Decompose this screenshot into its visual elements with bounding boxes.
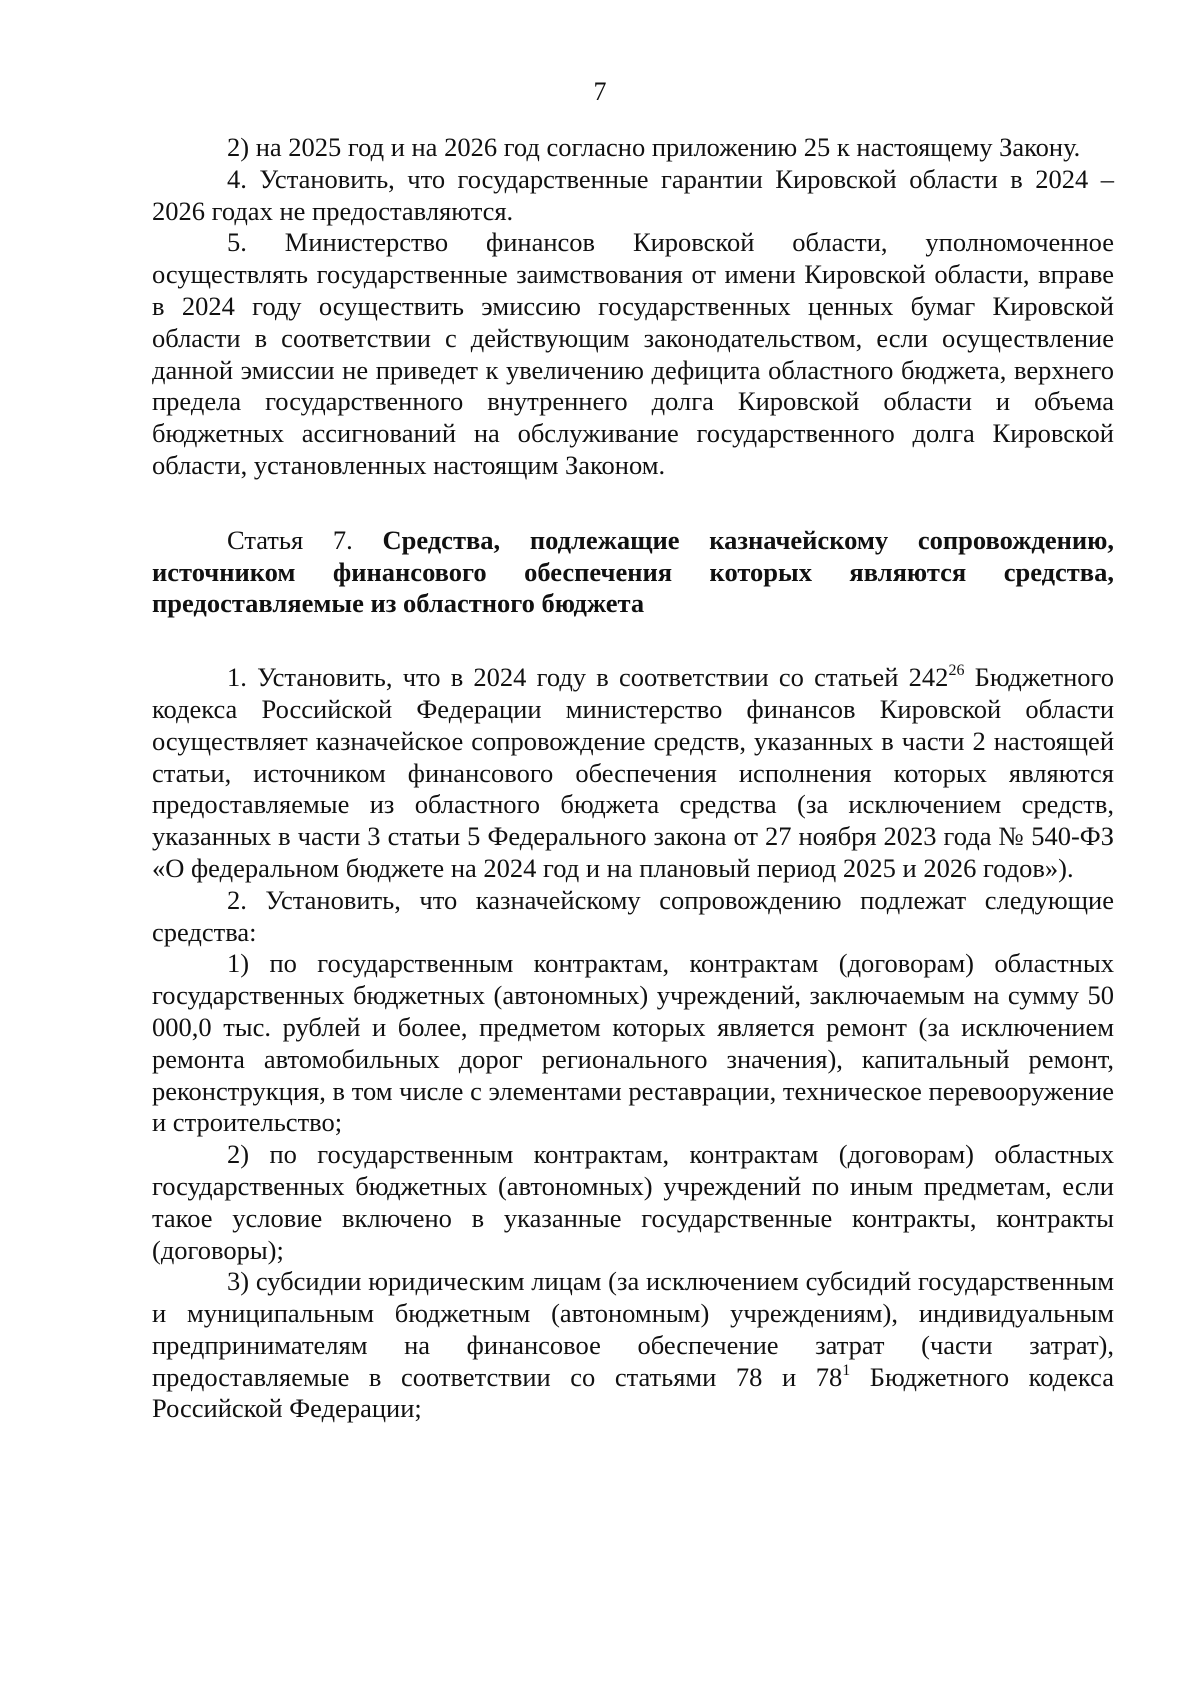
paragraph-securities-issue: 5. Министерство финансов Кировской области, уполномоченное осуществлять государственные заимствования от имени Кировской области, вправе в 2024 году осуществить эмиссию государственных ценных бумаг Кировской области в соответствии с действующим законодательством, если осуществление данной эмиссии не приведет к увеличению дефицита областного бюджета, верхнего предела государственного внутреннего долга Кировской области и объема бюджетных ассигнований на обслуживание государственного долга Кировской области, установленных настоящим Законом. xyxy=(152,227,1114,480)
page-number: 7 xyxy=(593,77,607,106)
article-label: Статья 7. xyxy=(227,524,353,555)
article-heading xyxy=(152,525,1114,620)
paragraph-subclause-3 xyxy=(152,1266,1114,1425)
paragraph-clause-2: 2. Установить, что казначейскому сопровождению подлежат следующие средства: xyxy=(152,884,1114,947)
subclause-3-text-start: 3) субсидии юридическим лицам (за исключением субсидий государственным и муниципальным бюджетным (автономным) учреждениям), индивидуальным предпринимателям на финансовое обеспечение затрат (части затрат), предоставляемые в соответствии со статьями 78 и 78 xyxy=(152,1266,1114,1392)
subclause-3-text-end: Бюджетного кодекса Российской Федерации; xyxy=(152,1361,1114,1424)
paragraph-annex-25: 2) на 2025 год и на 2026 год согласно приложению 25 к настоящему Закону. xyxy=(227,132,1081,162)
subclause-3-superscript: 1 xyxy=(842,1361,851,1379)
clause-1-text-end: Бюджетного кодекса Российской Федерации министерство финансов Кировской области осуществляет казначейское сопровождение средств, указанных в части 2 настоящей статьи, источником финансового обеспечения исполнения которых являются предоставляемые из областного бюджета средства (за исключением средств, указанных в части 3 статьи 5 Федерального закона от 27 ноября 2023 года № 540-ФЗ «О федеральном бюджете на 2024 год и на плановый период 2025 и 2026 годов»). xyxy=(152,662,1114,883)
document-body xyxy=(152,132,1114,1425)
paragraph-guarantees: 4. Установить, что государственные гарантии Кировской области в 2024 – 2026 годах не предоставляются. xyxy=(152,163,1114,226)
article-title: Средства, подлежащие казначейскому сопровождению, источником финансового обеспечения которых являются средства, предоставляемые из областного бюджета xyxy=(152,524,1114,619)
clause-1-text-start: 1. Установить, что в 2024 году в соответствии со статьей 242 xyxy=(227,662,949,693)
clause-1-superscript: 26 xyxy=(948,662,965,680)
paragraph-subclause-1: 1) по государственным контрактам, контрактам (договорам) областных государственных бюджетных (автономных) учреждений, заключаемым на сумму 50 000,0 тыс. рублей и более, предметом которых является ремонт (за исключением ремонта автомобильных дорог регионального значения), капитальный ремонт, реконструкция, в том числе с элементами реставрации, техническое перевооружение и строительство; xyxy=(152,948,1114,1138)
paragraph-clause-1 xyxy=(152,662,1114,885)
paragraph-subclause-2: 2) по государственным контрактам, контрактам (договорам) областных государственных бюджетных (автономных) учреждений по иным предметам, если такое условие включено в указанные государственные контракты, контракты (договоры); xyxy=(152,1139,1114,1265)
